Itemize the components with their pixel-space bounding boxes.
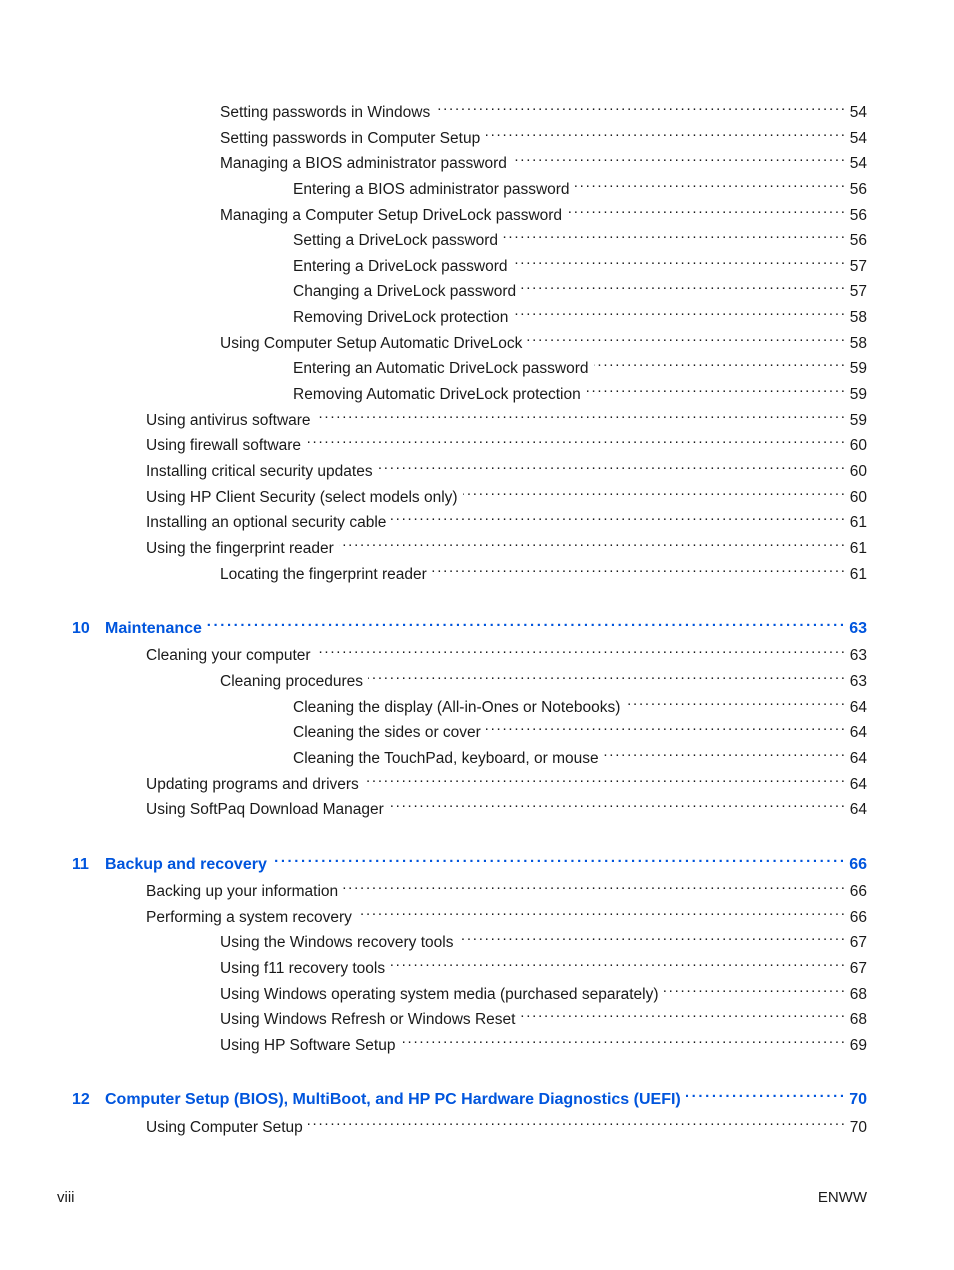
toc-entry-page: 54	[849, 104, 867, 121]
toc-entry-page: 61	[849, 566, 867, 583]
toc-entry[interactable]	[293, 715, 867, 741]
toc-entry-page: 56	[849, 207, 867, 224]
toc-entry-title: Using Computer Setup	[146, 1119, 303, 1136]
toc-entry-page: 58	[849, 335, 867, 352]
dot-leader	[513, 300, 843, 322]
toc-entry-page: 64	[849, 801, 867, 818]
toc-entry-page: 66	[849, 856, 867, 873]
dot-leader	[586, 377, 844, 399]
toc-entry[interactable]	[146, 874, 867, 900]
toc-chapter-entry[interactable]	[72, 847, 867, 873]
toc-entry-title: Cleaning the display (All-in-Ones or Notebooks)	[293, 699, 621, 716]
toc-entry-page: 63	[849, 620, 867, 637]
dot-leader	[316, 638, 844, 660]
toc-entry[interactable]	[146, 531, 867, 557]
toc-entry[interactable]	[293, 274, 867, 300]
chapter-number: 10	[72, 620, 90, 637]
toc-entry[interactable]	[220, 951, 867, 977]
toc-entry-page: 60	[849, 463, 867, 480]
toc-entry-page: 54	[849, 130, 867, 147]
dot-leader	[391, 505, 843, 527]
toc-entry-title: Cleaning the sides or cover	[293, 724, 481, 741]
toc-entry-page: 67	[849, 934, 867, 951]
toc-entry-page: 60	[849, 437, 867, 454]
toc-entry-title: Cleaning your computer	[146, 647, 311, 664]
toc-chapter-title	[72, 854, 272, 876]
toc-entry-title: Removing Automatic DriveLock protection	[293, 386, 581, 403]
toc-entry-page: 68	[849, 986, 867, 1003]
toc-entry-title: Using Windows Refresh or Windows Reset	[220, 1011, 516, 1028]
toc-entry[interactable]	[220, 1028, 867, 1054]
toc-entry-page: 57	[849, 283, 867, 300]
toc-entry-title: Using the fingerprint reader	[146, 540, 334, 557]
toc-entry-title: Changing a DriveLock password	[293, 283, 517, 300]
chapter-number: 11	[72, 856, 89, 873]
toc-entry[interactable]	[220, 557, 867, 583]
toc-entry-title: Using f11 recovery tools	[220, 960, 386, 977]
toc-entry-title: Using Windows operating system media (purchased separately)	[220, 986, 659, 1003]
dot-leader	[389, 792, 844, 814]
toc-entry[interactable]	[146, 428, 867, 454]
toc-entry-page: 57	[849, 258, 867, 275]
dot-leader	[486, 715, 844, 737]
dot-leader	[364, 767, 844, 789]
toc-entry[interactable]	[293, 300, 867, 326]
toc-entry-title: Installing an optional security cable	[146, 514, 387, 531]
dot-leader	[343, 874, 844, 896]
dot-leader	[527, 326, 843, 348]
toc-entry-page: 68	[849, 1011, 867, 1028]
toc-entry-title: Backing up your information	[146, 883, 339, 900]
toc-entry[interactable]	[293, 351, 867, 377]
toc-entry[interactable]	[146, 638, 867, 664]
dot-leader	[686, 1082, 843, 1104]
toc-entry-page: 64	[849, 776, 867, 793]
toc-entry[interactable]	[293, 690, 867, 716]
toc-entry-title: Using firewall software	[146, 437, 302, 454]
toc-chapter-entry[interactable]	[72, 611, 867, 637]
toc-entry-title: Using Computer Setup Automatic DriveLock	[220, 335, 523, 352]
toc-entry[interactable]	[220, 146, 867, 172]
toc-entry-title: Managing a BIOS administrator password	[220, 155, 507, 172]
toc-entry[interactable]	[220, 1002, 867, 1028]
toc-entry-page: 63	[849, 647, 867, 664]
toc-entry-page: 58	[849, 309, 867, 326]
footer-code: ENWW	[817, 1189, 867, 1206]
toc-entry-title: Setting passwords in Windows	[220, 104, 431, 121]
toc-entry[interactable]	[220, 198, 867, 224]
toc-entry-page: 64	[849, 724, 867, 741]
dot-leader	[625, 690, 843, 712]
toc-entry-page: 61	[849, 540, 867, 557]
toc-entry-page: 70	[849, 1091, 867, 1108]
dot-leader	[368, 664, 844, 686]
toc-entry-page: 63	[849, 673, 867, 690]
toc-entry-title: Entering an Automatic DriveLock password	[293, 360, 589, 377]
toc-entry-title: Using SoftPaq Download Manager	[146, 801, 384, 818]
toc-entry-page: 66	[849, 883, 867, 900]
toc-entry-title: Using the Windows recovery tools	[220, 934, 454, 951]
toc-entry-title: Cleaning the TouchPad, keyboard, or mouse	[293, 750, 599, 767]
toc-entry-title: Entering a BIOS administrator password	[293, 181, 570, 198]
dot-leader	[512, 146, 844, 168]
toc-entry[interactable]	[220, 95, 867, 121]
toc-entry-title: Using HP Client Security (select models only)	[146, 489, 458, 506]
toc-entry-title: Performing a system recovery	[146, 909, 352, 926]
toc-entry[interactable]	[146, 900, 867, 926]
toc-entry-page: 61	[849, 514, 867, 531]
dot-leader	[306, 428, 844, 450]
dot-leader	[521, 274, 844, 296]
toc-entry[interactable]	[220, 925, 867, 951]
chapter-title-text: Maintenance	[105, 620, 202, 637]
dot-leader	[390, 951, 844, 973]
toc-entry[interactable]	[146, 1110, 867, 1136]
toc-entry-title: Managing a Computer Setup DriveLock password	[220, 207, 563, 224]
toc-entry-title: Using antivirus software	[146, 412, 311, 429]
dot-leader	[594, 351, 844, 373]
dot-leader	[513, 249, 844, 271]
dot-leader	[308, 1110, 844, 1132]
dot-leader	[503, 223, 844, 245]
dot-leader	[604, 741, 844, 763]
toc-entry-page: 59	[849, 386, 867, 403]
toc-entry-page: 56	[849, 232, 867, 249]
toc-chapter-entry[interactable]	[72, 1082, 867, 1108]
dot-leader	[339, 531, 844, 553]
toc-entry-page: 59	[849, 360, 867, 377]
dot-leader	[485, 121, 844, 143]
toc-entry-page: 59	[849, 412, 867, 429]
toc-entry-title: Cleaning procedures	[220, 673, 364, 690]
toc-entry-title: Using HP Software Setup	[220, 1037, 396, 1054]
toc-chapter-title	[72, 1089, 686, 1111]
toc-entry[interactable]	[220, 121, 867, 147]
dot-leader	[400, 1028, 843, 1050]
toc-entry-title: Entering a DriveLock password	[293, 258, 508, 275]
toc-entry[interactable]	[146, 480, 867, 506]
dot-leader	[272, 847, 843, 869]
dot-leader	[463, 480, 844, 502]
dot-leader	[316, 403, 844, 425]
toc-entry-page: 70	[849, 1119, 867, 1136]
toc-entry-page: 67	[849, 960, 867, 977]
dot-leader	[664, 977, 844, 999]
toc-entry[interactable]	[220, 664, 867, 690]
dot-leader	[357, 900, 844, 922]
toc-entry-title: Updating programs and drivers	[146, 776, 359, 793]
toc-entry[interactable]	[293, 249, 867, 275]
dot-leader	[567, 198, 844, 220]
chapter-title-text: Backup and recovery	[105, 856, 267, 873]
toc-entry-page: 64	[849, 699, 867, 716]
chapter-number: 12	[72, 1091, 90, 1108]
dot-leader	[432, 557, 844, 579]
dot-leader	[458, 925, 843, 947]
toc-entry-title: Removing DriveLock protection	[293, 309, 509, 326]
toc-entry[interactable]	[146, 403, 867, 429]
toc-entry[interactable]	[293, 377, 867, 403]
toc-entry[interactable]	[220, 977, 867, 1003]
dot-leader	[378, 454, 844, 476]
toc-entry-page: 66	[849, 909, 867, 926]
toc-entry-page: 60	[849, 489, 867, 506]
toc-entry-title: Setting passwords in Computer Setup	[220, 130, 481, 147]
dot-leader	[435, 95, 844, 117]
toc-chapter-title	[72, 618, 207, 640]
toc-entry-page: 56	[849, 181, 867, 198]
toc-entry[interactable]	[146, 767, 867, 793]
dot-leader	[575, 172, 844, 194]
toc-entry-title: Installing critical security updates	[146, 463, 373, 480]
toc-entry-page: 64	[849, 750, 867, 767]
toc-entry-page: 69	[849, 1037, 867, 1054]
dot-leader	[207, 611, 843, 633]
toc-entry[interactable]	[146, 792, 867, 818]
toc-entry-title: Setting a DriveLock password	[293, 232, 499, 249]
footer-page-number: viii	[57, 1189, 75, 1206]
chapter-title-text: Computer Setup (BIOS), MultiBoot, and HP PC Hardware Diagnostics (UEFI)	[105, 1091, 681, 1108]
toc-entry[interactable]	[293, 223, 867, 249]
toc-entry[interactable]	[146, 454, 867, 480]
toc-entry[interactable]	[146, 505, 867, 531]
toc-entry[interactable]	[293, 741, 867, 767]
toc-entry[interactable]	[293, 172, 867, 198]
toc-entry[interactable]	[220, 326, 867, 352]
toc-entry-page: 54	[849, 155, 867, 172]
dot-leader	[520, 1002, 843, 1024]
toc-entry-title: Locating the fingerprint reader	[220, 566, 427, 583]
